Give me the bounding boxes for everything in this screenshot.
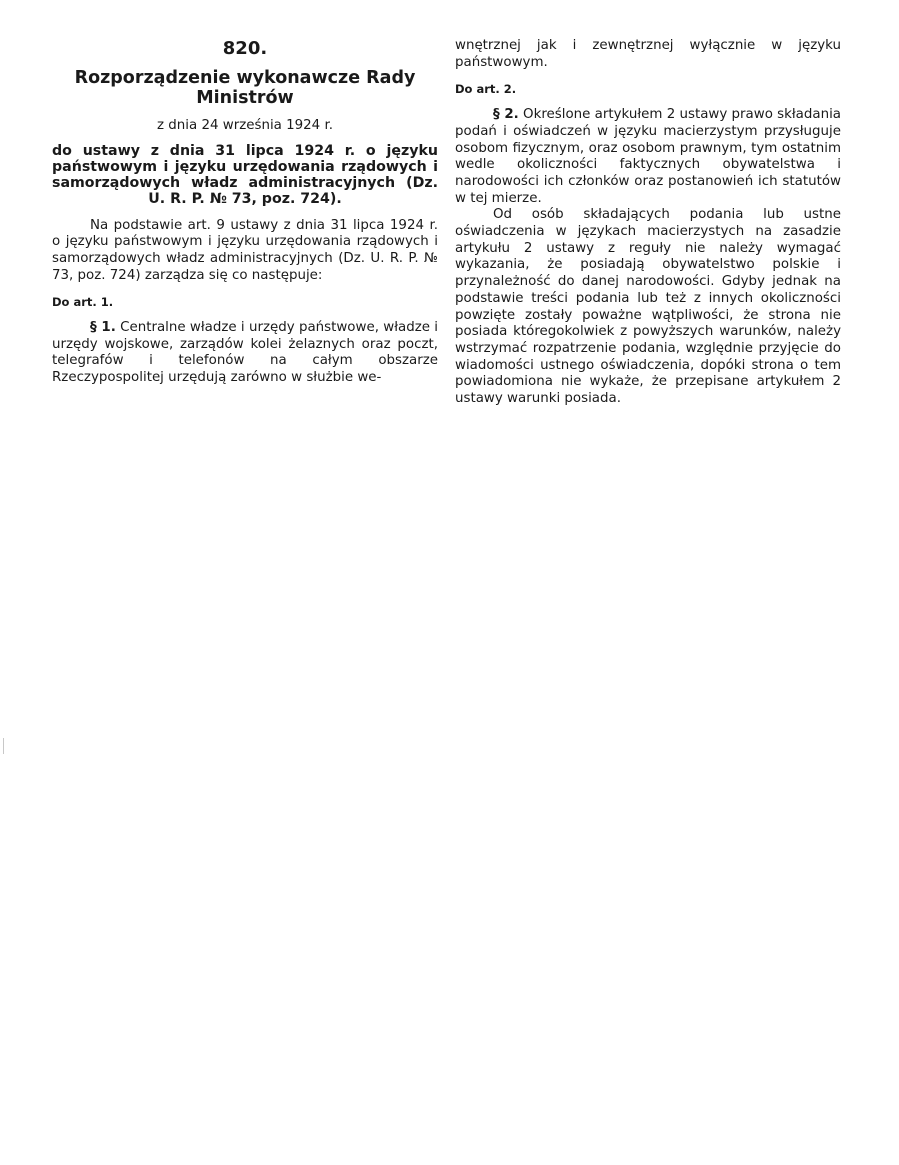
section-2-mark: § 2. <box>493 107 519 123</box>
article-1-heading: Do art. 1. <box>52 295 114 310</box>
right-column <box>455 38 841 408</box>
intro-paragraph: Na podstawie art. 9 ustawy z dnia 31 lipca 1924 r. o języku państwowym i języku urzędowania rządowych i samorządowych władz administracyjnych (Dz. U. R. P. № 73, poz. 724) zarządza się co następuje: <box>52 217 438 283</box>
section-1-text: Centralne władze i urzędy państwowe, władze i urzędy wojskowe, zarządów kolei żelaznych oraz poczt, telegrafów i telefonów na całym obszarze Rzeczypospolitej urzędują zarówno w służbie we- <box>52 320 438 386</box>
section-1-paragraph <box>52 320 438 387</box>
left-column <box>52 38 438 387</box>
document-title: Rozporządzenie wykonawcze Rady Ministrów <box>74 68 416 108</box>
scan-artifact-line <box>3 738 4 754</box>
section-1-mark: § 1. <box>90 320 116 336</box>
section-2-second-paragraph: Od osób składających podania lub ustne oświadczenia w językach macierzystych na zasadzie artykułu 2 ustawy z reguły nie należy wymagać wykazania, że posiadają obywatelstwo polskie i przynależność do danej narodowości. Gdyby jednak na podstawie treści podania lub też z innych okoliczności powzięte zostały poważne wątpliwości, że strona nie posiada któregokolwiek z powyższych warunków, należy wstrzymać rozpatrzenie podania, względnie przyjęcie do wiadomości ustnego oświadczenia, dopóki strona o tem powiadomiona nie wykaże, że przepisane artykułem 2 ustawy warunki posiada. <box>455 207 841 407</box>
section-2-text: Określone artykułem 2 ustawy prawo składania podań i oświadczeń w języku macierzystym przysługuje osobom fizycznym, oraz osobom prawnym, tym ostatnim wedle okoliczności faktycznych obywatelstwa i narodowości ich członków oraz postanowień ich statutów w tej mierze. <box>455 107 842 206</box>
section-2-paragraph <box>455 107 841 207</box>
document-number: 820. <box>222 38 268 59</box>
document-date: z dnia 24 września 1924 r. <box>157 118 333 133</box>
section-1-continuation: wnętrznej jak i zewnętrznej wyłącznie w języku państwowym. <box>455 38 841 70</box>
document-subtitle: do ustawy z dnia 31 lipca 1924 r. o języku państwowym i języku urzędowania rządowych i samorządowych władz administracyjnych (Dz. U. R. P. № 73, poz. 724). <box>52 142 438 208</box>
article-2-heading: Do art. 2. <box>455 82 517 97</box>
